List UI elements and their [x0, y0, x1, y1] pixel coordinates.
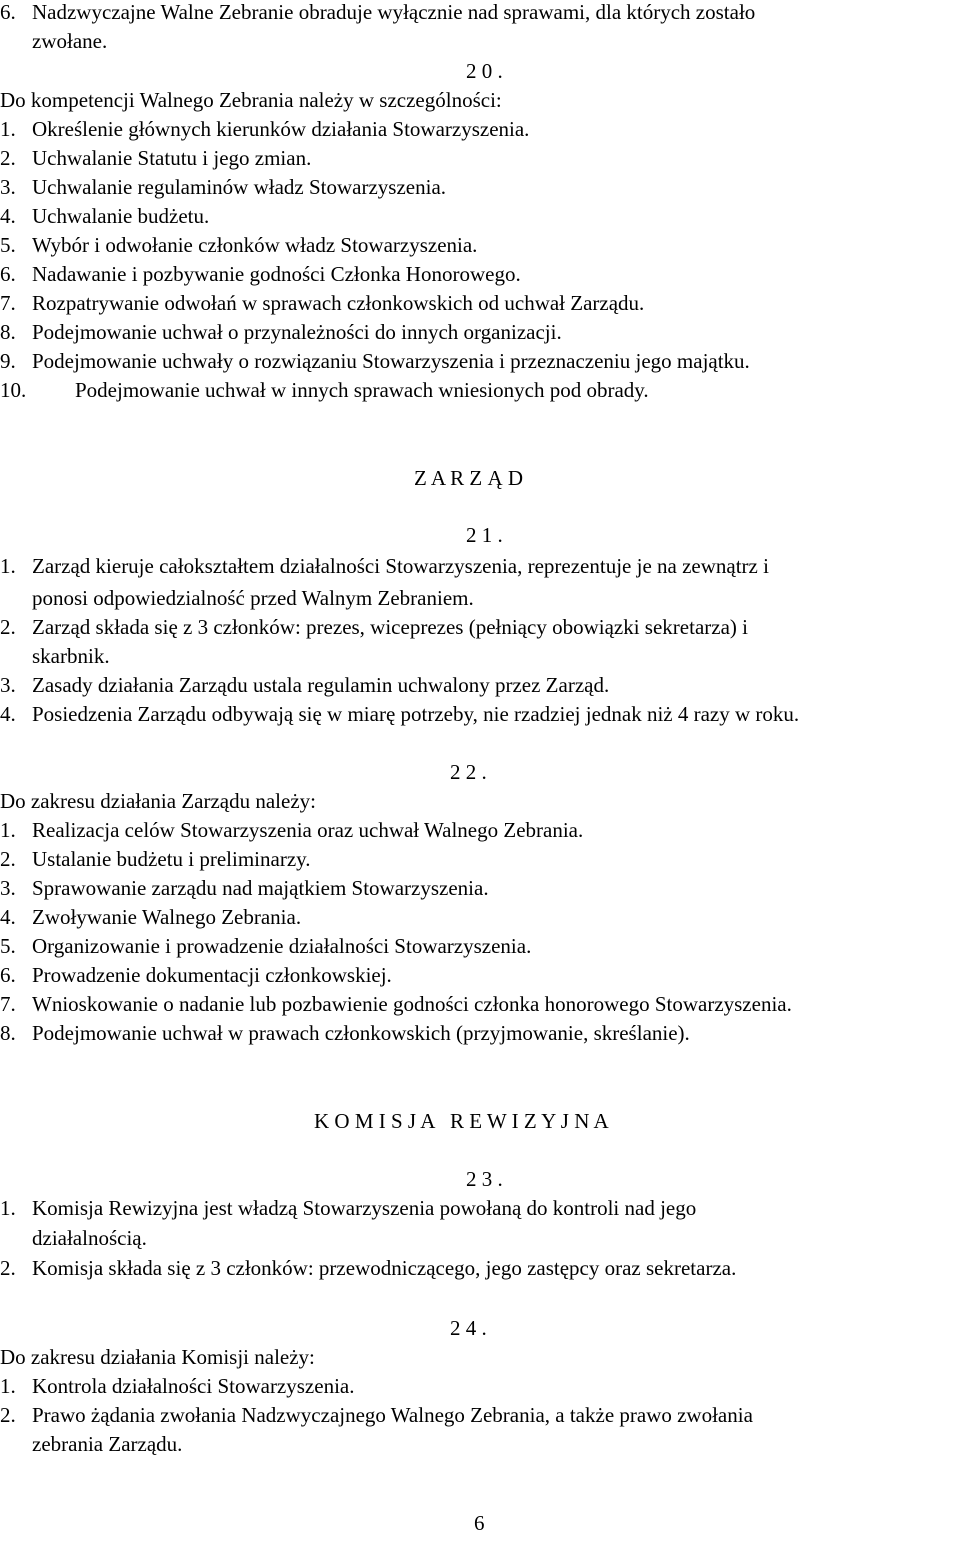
list-item [0, 554, 769, 578]
list-item [0, 1256, 737, 1280]
item-number: 7. [0, 291, 16, 315]
item-text: Komisja składa się z 3 członków: przewodniczącego, jego zastępcy oraz sekretarza. [32, 1256, 737, 1280]
item-number: 6. [0, 963, 16, 987]
list-item [0, 378, 649, 402]
item-number: 6. [0, 0, 16, 24]
list-item [0, 1021, 690, 1045]
item-text: Sprawowanie zarządu nad majątkiem Stowarzyszenia. [32, 876, 489, 900]
item-text-continuation: działalnością. [32, 1226, 147, 1250]
list-item [0, 905, 302, 929]
item-text: Podejmowanie uchwały o rozwiązaniu Stowarzyszenia i przeznaczeniu jego majątku. [32, 349, 750, 373]
item-number: 8. [0, 320, 16, 344]
item-text: Podejmowanie uchwał w prawach członkowskich (przyjmowanie, skreślanie). [32, 1021, 690, 1045]
item-text: Posiedzenia Zarządu odbywają się w miarę potrzeby, nie rzadziej jednak niż 4 razy w roku. [32, 702, 800, 726]
section-lead: Do zakresu działania Zarządu należy: [0, 789, 316, 813]
item-number: 2. [0, 1256, 16, 1280]
item-number: 4. [0, 204, 16, 228]
section-heading: Z A R Z Ą D [414, 466, 524, 490]
item-text: Podejmowanie uchwał w innych sprawach wniesionych pod obrady. [75, 378, 649, 402]
paragraph-number: 2 3 . [466, 1167, 503, 1191]
list-item [0, 349, 750, 373]
item-text: Określenie głównych kierunków działania Stowarzyszenia. [32, 117, 530, 141]
section-heading: K O M I S J A R E W I Z Y J N A [314, 1109, 609, 1133]
list-item [0, 934, 532, 958]
item-number: 2. [0, 615, 16, 639]
item-number: 1. [0, 1374, 16, 1398]
item-text: Nadzwyczajne Walne Zebranie obraduje wyłącznie nad sprawami, dla których zostało [32, 0, 756, 24]
paragraph-number: 2 4 . [450, 1316, 487, 1340]
list-item [0, 320, 562, 344]
item-text: Rozpatrywanie odwołań w sprawach członkowskich od uchwał Zarządu. [32, 291, 645, 315]
list-item [0, 175, 447, 199]
item-text: Prowadzenie dokumentacji członkowskiej. [32, 963, 392, 987]
page-number: 6 [474, 1511, 485, 1535]
item-text: Nadawanie i pozbywanie godności Członka Honorowego. [32, 262, 521, 286]
item-number: 1. [0, 818, 16, 842]
list-item [0, 818, 584, 842]
item-text-continuation: zwołane. [32, 29, 108, 53]
list-item [0, 876, 489, 900]
list-item [0, 992, 792, 1016]
list-item [0, 291, 645, 315]
item-number: 4. [0, 702, 16, 726]
item-number: 3. [0, 876, 16, 900]
item-number: 4. [0, 905, 16, 929]
item-text: Prawo żądania zwołania Nadzwyczajnego Walnego Zebrania, a także prawo zwołania [32, 1403, 753, 1427]
item-text: Zwoływanie Walnego Zebrania. [32, 905, 302, 929]
item-number: 2. [0, 1403, 16, 1427]
item-text: Organizowanie i prowadzenie działalności Stowarzyszenia. [32, 934, 532, 958]
list-item [0, 146, 312, 170]
item-number: 6. [0, 262, 16, 286]
item-number: 5. [0, 934, 16, 958]
list-item [0, 1374, 355, 1398]
list-item [0, 1196, 697, 1220]
item-number: 2. [0, 146, 16, 170]
item-text: Komisja Rewizyjna jest władzą Stowarzyszenia powołaną do kontroli nad jego [32, 1196, 697, 1220]
list-item [0, 673, 610, 697]
item-number: 3. [0, 673, 16, 697]
item-text: Podejmowanie uchwał o przynależności do innych organizacji. [32, 320, 562, 344]
list-item [0, 847, 311, 871]
item-number: 7. [0, 992, 16, 1016]
paragraph-number: 2 0 . [466, 59, 503, 83]
item-text-continuation: zebrania Zarządu. [32, 1432, 183, 1456]
item-number: 1. [0, 117, 16, 141]
item-text-continuation: ponosi odpowiedzialność przed Walnym Zebraniem. [32, 586, 474, 610]
item-text: Zarząd kieruje całokształtem działalności Stowarzyszenia, reprezentuje je na zewnątrz i [32, 554, 769, 578]
item-text: Kontrola działalności Stowarzyszenia. [32, 1374, 355, 1398]
list-item [0, 963, 392, 987]
section-lead: Do kompetencji Walnego Zebrania należy w szczególności: [0, 88, 502, 112]
list-item [0, 0, 756, 24]
item-text: Uchwalanie Statutu i jego zmian. [32, 146, 312, 170]
paragraph-number: 2 2 . [450, 760, 487, 784]
item-number: 9. [0, 349, 16, 373]
list-item [0, 615, 748, 639]
item-number: 5. [0, 233, 16, 257]
paragraph-number: 2 1 . [466, 523, 503, 547]
list-item [0, 204, 210, 228]
item-number: 10. [0, 378, 27, 402]
item-number: 2. [0, 847, 16, 871]
item-text: Wnioskowanie o nadanie lub pozbawienie godności członka honorowego Stowarzyszenia. [32, 992, 792, 1016]
item-number: 1. [0, 554, 16, 578]
list-item [0, 233, 478, 257]
item-text: Wybór i odwołanie członków władz Stowarzyszenia. [32, 233, 478, 257]
item-text-continuation: skarbnik. [32, 644, 110, 668]
item-text: Zasady działania Zarządu ustala regulamin uchwalony przez Zarząd. [32, 673, 610, 697]
list-item [0, 117, 530, 141]
item-number: 1. [0, 1196, 16, 1220]
item-text: Uchwalanie regulaminów władz Stowarzyszenia. [32, 175, 447, 199]
item-text: Ustalanie budżetu i preliminarzy. [32, 847, 311, 871]
item-text: Zarząd składa się z 3 członków: prezes, wiceprezes (pełniący obowiązki sekretarza) i [32, 615, 748, 639]
section-lead: Do zakresu działania Komisji należy: [0, 1345, 315, 1369]
item-number: 3. [0, 175, 16, 199]
list-item [0, 1403, 753, 1427]
item-text: Uchwalanie budżetu. [32, 204, 210, 228]
item-number: 8. [0, 1021, 16, 1045]
item-text: Realizacja celów Stowarzyszenia oraz uchwał Walnego Zebrania. [32, 818, 584, 842]
list-item [0, 702, 800, 726]
list-item [0, 262, 521, 286]
